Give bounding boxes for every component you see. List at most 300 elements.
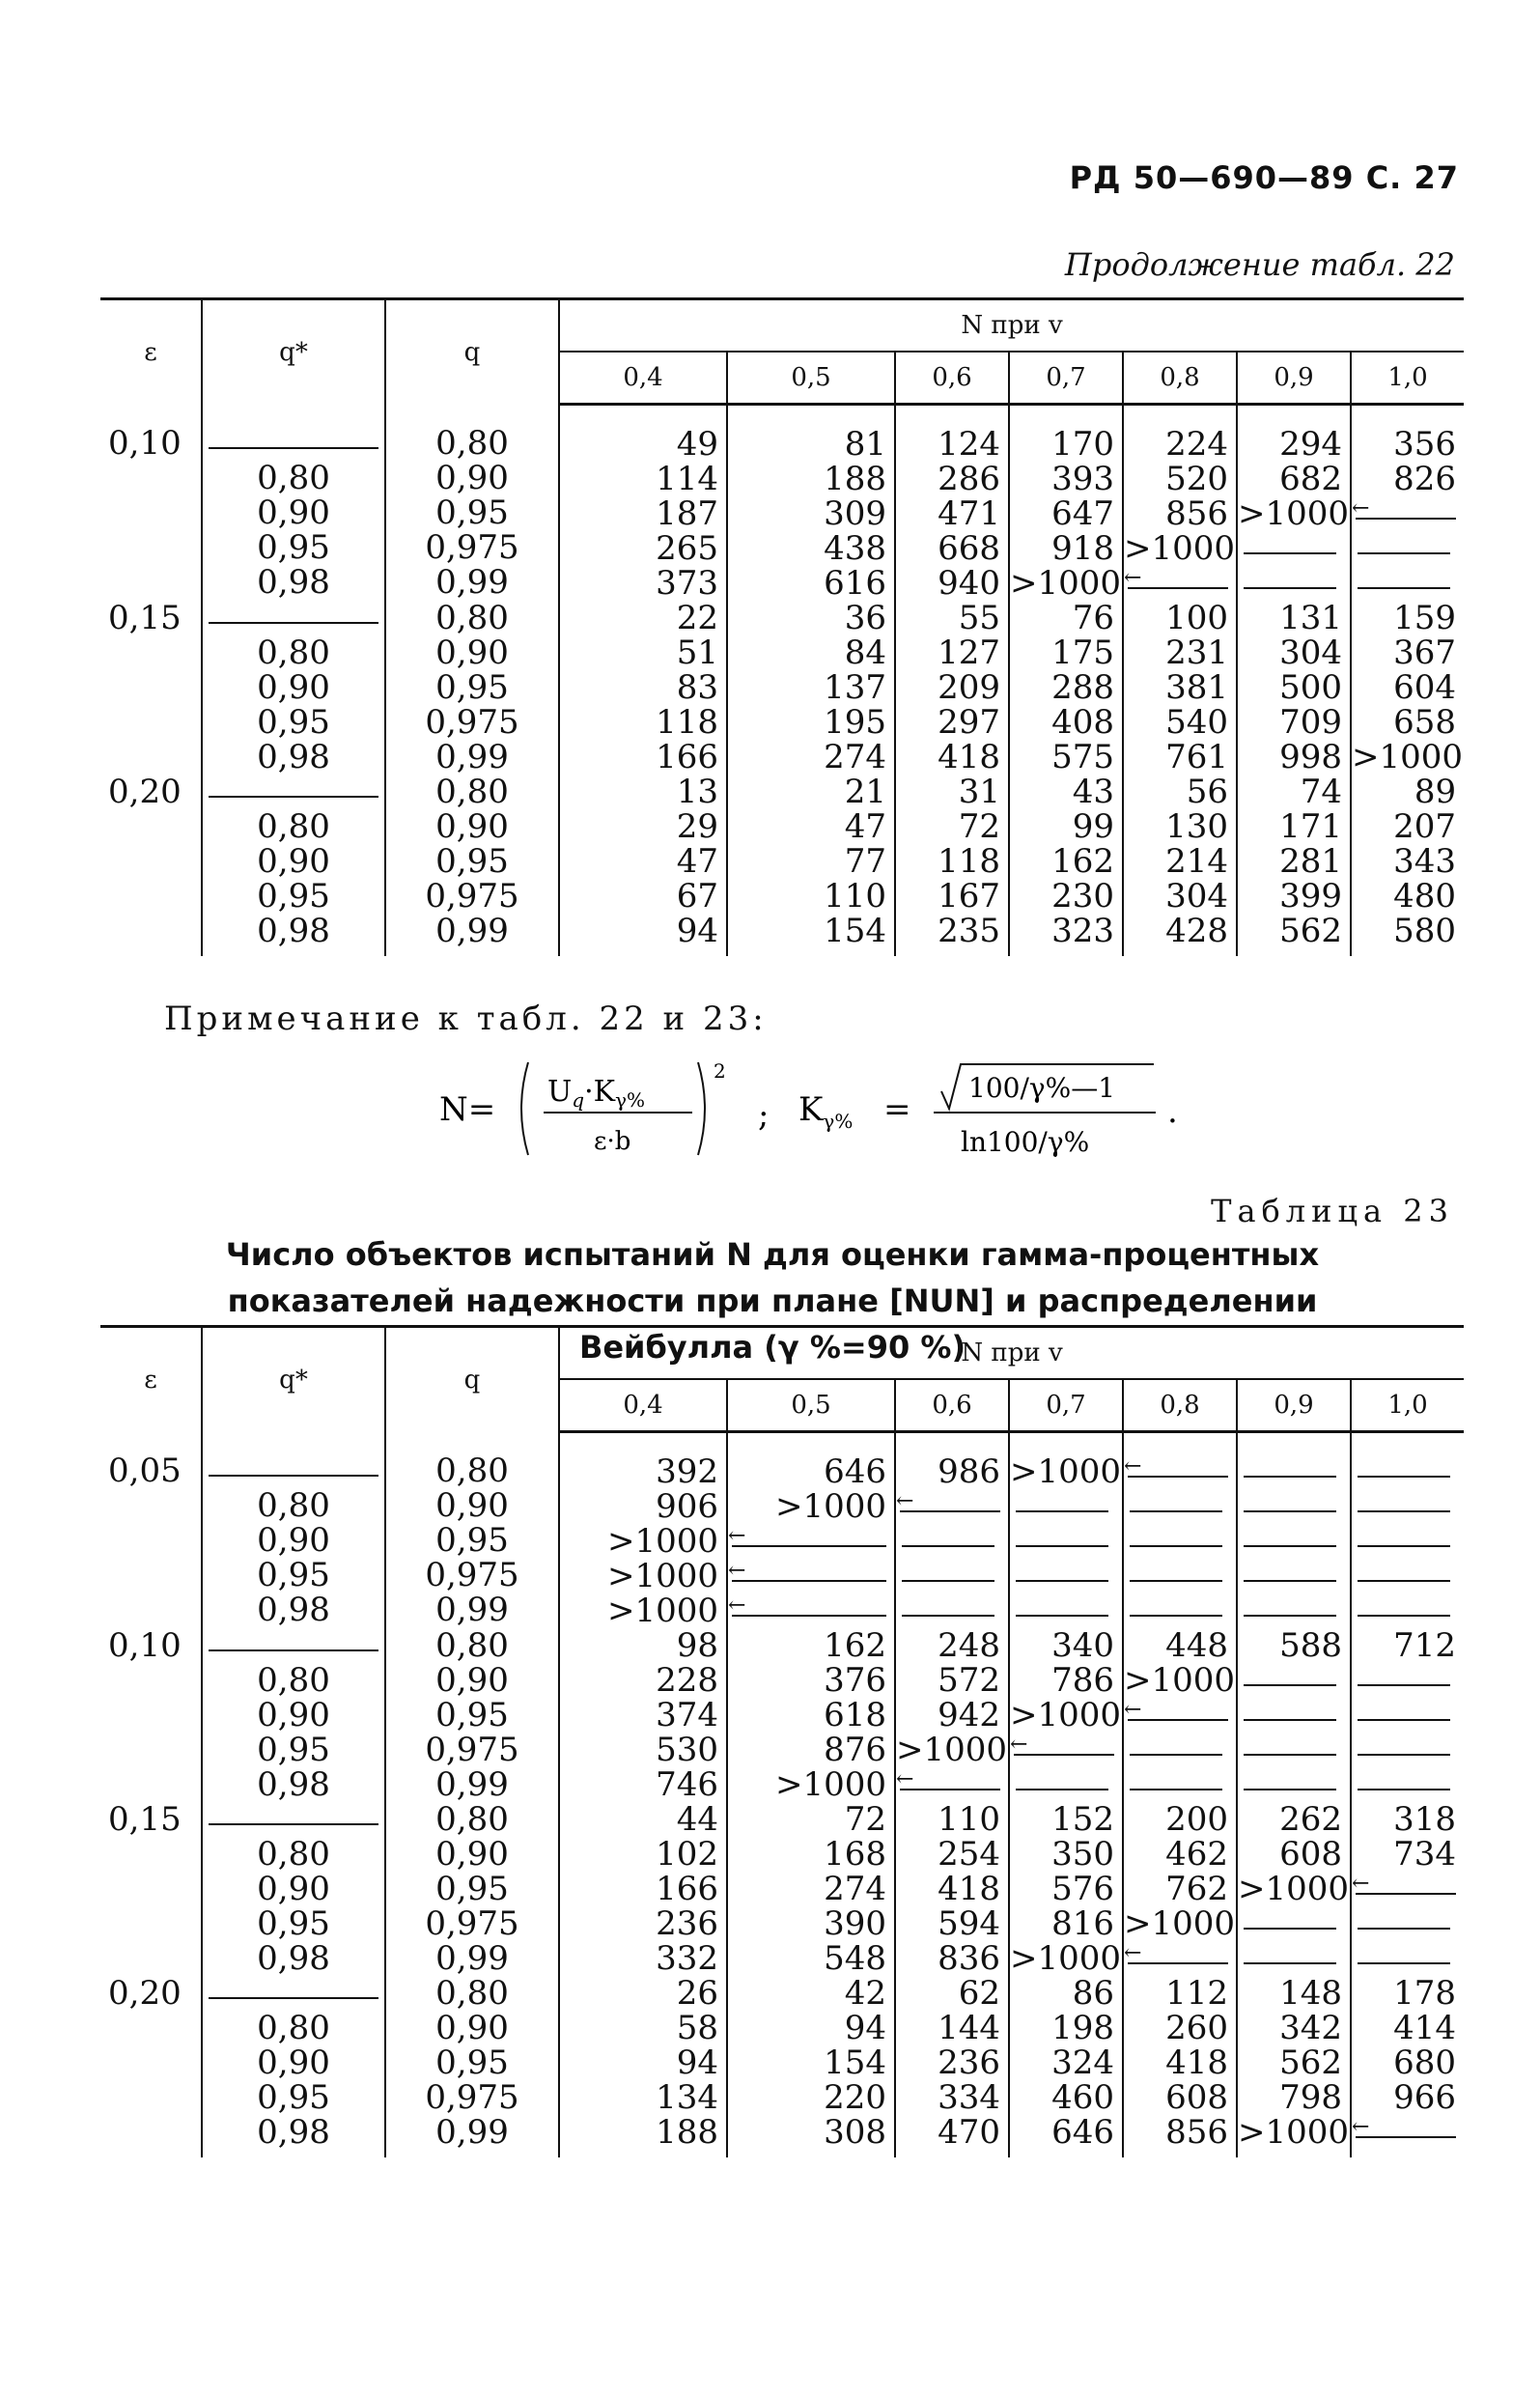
cell-value: 162 [1051, 842, 1114, 881]
cell-value: 658 [1393, 703, 1457, 742]
dash-line [203, 426, 384, 461]
dash-line [1352, 1489, 1456, 1524]
cell-value: 998 [1279, 738, 1342, 776]
table-row [100, 405, 1464, 602]
cell-value: 198 [1051, 2009, 1114, 2047]
q-cell [385, 1802, 559, 1976]
cell-value: 214 [1165, 842, 1228, 881]
cell-value: 942 [938, 1696, 1000, 1734]
value-col-0 [559, 775, 727, 956]
q-cell [385, 405, 559, 602]
value-col-0 [559, 1432, 727, 1629]
value-col-6 [1351, 1976, 1464, 2157]
epsilon-cell: 0,15 [108, 599, 182, 637]
cell-value: 110 [938, 1800, 1000, 1839]
cell-value: 786 [1051, 1661, 1114, 1700]
cell-value: 340 [1051, 1626, 1114, 1665]
formula-sep: ; [758, 1096, 770, 1135]
cell-value: 0,90 [435, 458, 509, 497]
dash-line [1352, 1559, 1456, 1593]
dash-line [1352, 1733, 1456, 1767]
cell-value: 288 [1051, 668, 1114, 707]
epsilon-cell: 0,20 [108, 773, 182, 811]
dash-line [203, 1628, 384, 1663]
header-q: q [385, 1327, 559, 1432]
cell-value: 67 [676, 877, 718, 916]
value-col-3 [1009, 1628, 1123, 1802]
header-v-1: 0,5 [727, 1379, 895, 1432]
cell-value: 137 [824, 668, 886, 707]
value-col-6 [1351, 775, 1464, 956]
header-v-3: 0,7 [1009, 352, 1123, 405]
cell-value: 195 [824, 703, 886, 742]
formula-num1: $U_q\cdot K_{\gamma\%}$ [547, 1075, 646, 1112]
cell-value: 49 [676, 425, 718, 464]
cell-value: 418 [1165, 2044, 1228, 2082]
cell-value: 0,99 [435, 912, 509, 950]
dash-line [1352, 1593, 1456, 1628]
dash-line [1010, 1489, 1114, 1524]
cell-value: 260 [1165, 2009, 1228, 2047]
dash-line [896, 1593, 1000, 1628]
epsilon-cell: 0,20 [108, 1974, 182, 2013]
cell-value: 0,95 [435, 1520, 509, 1560]
cell-value: 294 [1279, 425, 1342, 464]
value-col-4 [1123, 1976, 1237, 2157]
cell-value: 500 [1279, 668, 1342, 707]
value-col-3 [1009, 405, 1123, 602]
value-col-5 [1237, 1432, 1351, 1629]
table-23-caption: Число объектов испытаний N для оценки гамма-процентных показателей надежности при плане [NUN] и распределении Вейбулла (γ %=90 %) [225, 1236, 1320, 1366]
cell-value: 309 [824, 494, 886, 533]
cell-value: 31 [958, 773, 1000, 811]
epsilon-cell: 0,15 [108, 1800, 182, 1839]
cell-value: 816 [1051, 1904, 1114, 1943]
cell-value: 906 [656, 1487, 718, 1526]
cell-value: 940 [938, 564, 1000, 603]
cell-value: 230 [1051, 877, 1114, 916]
formula-end: . [1167, 1092, 1178, 1131]
continuation-label: Продолжение табл. 22 [1064, 246, 1455, 283]
arrow-left-icon [728, 1559, 886, 1593]
cell-value: 562 [1279, 2044, 1342, 2082]
value-col-5 [1237, 405, 1351, 602]
dash-line [1352, 531, 1456, 566]
cell-value: 152 [1051, 1800, 1114, 1839]
cell-value: 646 [824, 1452, 886, 1491]
header-qstar: q* [202, 1327, 385, 1432]
cell-value: 220 [824, 2078, 886, 2117]
dash-line [1124, 1559, 1228, 1593]
formula-exp: 2 [714, 1059, 726, 1083]
arrow-left-icon [1124, 1941, 1228, 1976]
dash-line [203, 601, 384, 635]
arrow-left-icon [728, 1524, 886, 1559]
cell-value: 94 [844, 2009, 886, 2047]
dash-line [1124, 1767, 1228, 1802]
cell-value: 162 [824, 1626, 886, 1665]
cell-value: 588 [1279, 1626, 1342, 1665]
cell-value: 323 [1051, 912, 1114, 950]
cell-value: 470 [938, 2113, 1000, 2152]
cell-value: 47 [676, 842, 718, 881]
cell-value: 986 [938, 1452, 1000, 1491]
table-row [100, 1628, 1464, 1802]
cell-value: 0,80 [435, 1974, 509, 2013]
dash-line [896, 1559, 1000, 1593]
value-col-0 [559, 1802, 727, 1976]
header-v-5: 0,9 [1237, 1379, 1351, 1432]
arrow-left-icon [1010, 1733, 1114, 1767]
value-col-1 [727, 405, 895, 602]
cell-value: 414 [1393, 2009, 1457, 2047]
q-cell [385, 775, 559, 956]
dash-line [1238, 1593, 1342, 1628]
value-col-4 [1123, 1802, 1237, 1976]
cell-value: 72 [958, 807, 1000, 846]
cell-value: 0,90 [257, 1696, 330, 1734]
header-eps: ε [100, 1327, 202, 1432]
cell-value: 572 [938, 1661, 1000, 1700]
paren-left [521, 1062, 528, 1155]
dash-line [1010, 1593, 1114, 1628]
cell-value: 918 [1051, 529, 1114, 568]
cell-value: 0,95 [435, 842, 509, 881]
cell-value: 876 [824, 1731, 886, 1769]
cell-value: 0,98 [257, 562, 330, 602]
cell-value: 76 [1072, 599, 1114, 637]
cell-value: 26 [676, 1974, 718, 2013]
value-col-3 [1009, 1802, 1123, 1976]
header-q: q [385, 299, 559, 405]
cell-value: 480 [1393, 877, 1457, 916]
cell-value: 0,80 [435, 423, 509, 463]
cell-value: >1000 [774, 1487, 886, 1526]
cell-value: >1000 [606, 1522, 718, 1561]
cell-value: 0,99 [435, 1765, 509, 1804]
cell-value: 254 [938, 1835, 1000, 1874]
cell-value: 0,95 [435, 1696, 509, 1734]
qstar-cell [202, 1432, 385, 1629]
cell-value: 118 [938, 842, 1000, 881]
cell-value: 262 [1279, 1800, 1342, 1839]
arrow-left-icon [1124, 566, 1228, 601]
value-col-5 [1237, 601, 1351, 775]
qstar-cell [202, 1802, 385, 1976]
cell-value: 171 [1279, 807, 1342, 846]
cell-value: 836 [938, 1939, 1000, 1978]
cell-value: 127 [938, 634, 1000, 672]
cell-value: 118 [656, 703, 718, 742]
cell-value: 0,80 [257, 1661, 330, 1700]
cell-value: 74 [1300, 773, 1342, 811]
cell-value: 228 [656, 1661, 718, 1700]
q-cell [385, 1432, 559, 1629]
cell-value: 712 [1393, 1626, 1457, 1665]
formula-k: $K_{\gamma\%}$ [798, 1090, 854, 1133]
cell-value: 0,95 [257, 1731, 330, 1769]
dash-line [1238, 566, 1342, 601]
cell-value: 0,99 [435, 562, 509, 602]
cell-value: 367 [1393, 634, 1457, 672]
cell-value: 286 [938, 460, 1000, 498]
formula-den2: ln100/γ% [961, 1126, 1090, 1158]
arrow-left-icon [1124, 1454, 1228, 1489]
header-v-2: 0,6 [895, 352, 1009, 405]
note-label: Примечание к табл. 22 и 23: [164, 1000, 768, 1038]
table-23-title: Таблица 23 [1211, 1193, 1454, 1229]
header-qstar: q* [202, 299, 385, 405]
qstar-cell [202, 1628, 385, 1802]
value-col-0 [559, 405, 727, 602]
qstar-cell [202, 405, 385, 602]
cell-value: 376 [824, 1661, 886, 1700]
cell-value: 0,95 [257, 1904, 330, 1943]
cell-value: 562 [1279, 912, 1342, 950]
cell-value: 297 [938, 703, 1000, 742]
dash-line [1238, 1698, 1342, 1733]
cell-value: >1000 [1124, 1904, 1236, 1943]
cell-value: 448 [1165, 1626, 1228, 1665]
cell-value: 548 [824, 1939, 886, 1978]
cell-value: 604 [1393, 668, 1457, 707]
cell-value: 29 [676, 807, 718, 846]
cell-value: 618 [824, 1696, 886, 1734]
cell-value: 175 [1051, 634, 1114, 672]
cell-value: 856 [1165, 2113, 1228, 2152]
cell-value: 438 [824, 529, 886, 568]
dash-line [1010, 1559, 1114, 1593]
dash-line [1238, 1767, 1342, 1802]
formula-eq: = [883, 1090, 911, 1129]
header-v-4: 0,8 [1123, 352, 1237, 405]
cell-value: 94 [676, 2044, 718, 2082]
header-v-0: 0,4 [559, 352, 727, 405]
cell-value: 594 [938, 1904, 1000, 1943]
value-col-2 [895, 601, 1009, 775]
value-col-2 [895, 405, 1009, 602]
cell-value: 43 [1072, 773, 1114, 811]
value-col-6 [1351, 601, 1464, 775]
cell-value: 102 [656, 1835, 718, 1874]
cell-value: 0,80 [257, 634, 330, 672]
q-cell [385, 1628, 559, 1802]
value-col-4 [1123, 1628, 1237, 1802]
table-row [100, 1802, 1464, 1976]
value-col-4 [1123, 775, 1237, 956]
dash-line [1124, 1593, 1228, 1628]
cell-value: 58 [676, 2009, 718, 2047]
cell-value: 399 [1279, 877, 1342, 916]
cell-value: 44 [676, 1800, 718, 1839]
cell-value: 62 [958, 1974, 1000, 2013]
cell-value: 187 [656, 494, 718, 533]
cell-value: 224 [1165, 425, 1228, 464]
dash-line [203, 775, 384, 809]
cell-value: 0,95 [257, 877, 330, 916]
cell-value: 166 [656, 1870, 718, 1908]
cell-value: 89 [1414, 773, 1457, 811]
value-col-3 [1009, 601, 1123, 775]
value-col-6 [1351, 1802, 1464, 1976]
cell-value: 0,98 [257, 1939, 330, 1978]
cell-value: 0,975 [425, 1555, 519, 1594]
cell-value: >1000 [1352, 738, 1464, 776]
cell-value: 0,80 [257, 1835, 330, 1874]
cell-value: 332 [656, 1939, 718, 1978]
cell-value: 99 [1072, 807, 1114, 846]
cell-value: 408 [1051, 703, 1114, 742]
cell-value: 304 [1165, 877, 1228, 916]
header-eps: ε [100, 299, 202, 405]
cell-value: 342 [1279, 2009, 1342, 2047]
cell-value: >1000 [1010, 1452, 1122, 1491]
dash-line [1238, 531, 1342, 566]
header-v-1: 0,5 [727, 352, 895, 405]
cell-value: 324 [1051, 2044, 1114, 2082]
value-col-1 [727, 775, 895, 956]
cell-value: >1000 [896, 1731, 1008, 1769]
epsilon-cell: 0,10 [108, 1626, 182, 1665]
dash-line [1238, 1733, 1342, 1767]
value-col-0 [559, 1976, 727, 2157]
cell-value: 168 [824, 1835, 886, 1874]
cell-value: 381 [1165, 668, 1228, 707]
cell-value: 530 [656, 1731, 718, 1769]
cell-value: 0,975 [425, 2078, 519, 2117]
q-cell [385, 601, 559, 775]
dash-line [1238, 1906, 1342, 1941]
header-n: N при v [559, 299, 1464, 352]
cell-value: 36 [844, 599, 886, 637]
q-cell [385, 1976, 559, 2157]
cell-value: 0,98 [257, 738, 330, 776]
cell-value: 0,90 [435, 1485, 509, 1525]
dash-line [1238, 1524, 1342, 1559]
cell-value: 235 [938, 912, 1000, 950]
cell-value: 746 [656, 1765, 718, 1804]
cell-value: 200 [1165, 1800, 1228, 1839]
cell-value: 167 [938, 877, 1000, 916]
cell-value: 460 [1051, 2078, 1114, 2117]
cell-value: 0,80 [257, 807, 330, 846]
value-col-3 [1009, 1432, 1123, 1629]
epsilon-cell: 0,10 [108, 423, 182, 463]
cell-value: 110 [824, 877, 886, 916]
cell-value: 170 [1051, 425, 1114, 464]
dash-line [203, 1453, 384, 1488]
dash-line [1124, 1489, 1228, 1524]
paren-right [698, 1062, 705, 1155]
cell-value: 608 [1279, 1835, 1342, 1874]
page-header: РД 50—690—89 С. 27 [1069, 159, 1459, 196]
cell-value: 159 [1393, 599, 1457, 637]
value-col-5 [1237, 1976, 1351, 2157]
table-23 [100, 1325, 1457, 2157]
cell-value: 248 [938, 1626, 1000, 1665]
cell-value: 154 [824, 2044, 886, 2082]
cell-value: 356 [1393, 425, 1457, 464]
header-v-6: 1,0 [1351, 1379, 1464, 1432]
cell-value: 0,80 [257, 458, 330, 497]
cell-value: >1000 [1124, 1661, 1236, 1700]
cell-value: 318 [1393, 1800, 1457, 1839]
dash-line [203, 1802, 384, 1837]
cell-value: 131 [1279, 599, 1342, 637]
value-col-2 [895, 1628, 1009, 1802]
formula-n: N= [439, 1090, 496, 1129]
header-v-3: 0,7 [1009, 1379, 1123, 1432]
cell-value: 856 [1165, 494, 1228, 533]
cell-value: 21 [844, 773, 886, 811]
cell-value: 0,98 [257, 1590, 330, 1629]
dash-line [1352, 566, 1456, 601]
cell-value: 761 [1165, 738, 1228, 776]
cell-value: 0,90 [435, 1835, 509, 1874]
formula-svg [439, 1053, 1212, 1169]
cell-value: 343 [1393, 842, 1457, 881]
qstar-cell [202, 1976, 385, 2157]
value-col-4 [1123, 601, 1237, 775]
cell-value: 418 [938, 738, 1000, 776]
cell-value: 0,975 [425, 527, 519, 567]
formula-den1: ε·b [594, 1127, 631, 1156]
cell-value: 112 [1165, 1974, 1228, 2013]
cell-value: 0,95 [257, 527, 330, 567]
cell-value: 0,90 [257, 842, 330, 881]
cell-value: 334 [938, 2078, 1000, 2117]
cell-value: 428 [1165, 912, 1228, 950]
cell-value: 0,90 [435, 807, 509, 846]
cell-value: 0,975 [425, 1731, 519, 1769]
arrow-left-icon [1352, 1872, 1456, 1906]
cell-value: 0,95 [257, 1555, 330, 1594]
dash-line [1010, 1767, 1114, 1802]
dash-line [1238, 1454, 1342, 1489]
table-row [100, 1432, 1464, 1629]
dash-line [1352, 1524, 1456, 1559]
cell-value: 392 [656, 1452, 718, 1491]
value-col-5 [1237, 1802, 1351, 1976]
dash-line [1238, 1941, 1342, 1976]
value-col-1 [727, 1802, 895, 1976]
cell-value: 236 [656, 1904, 718, 1943]
dash-line [1238, 1489, 1342, 1524]
cell-value: >1000 [1010, 564, 1122, 603]
value-col-2 [895, 1432, 1009, 1629]
header-v-2: 0,6 [895, 1379, 1009, 1432]
cell-value: 0,95 [435, 1870, 509, 1908]
cell-value: 520 [1165, 460, 1228, 498]
cell-value: 668 [938, 529, 1000, 568]
cell-value: 265 [656, 529, 718, 568]
value-col-3 [1009, 775, 1123, 956]
table-22 [100, 297, 1464, 956]
value-col-3 [1009, 1976, 1123, 2157]
cell-value: 188 [824, 460, 886, 498]
cell-value: 94 [676, 912, 718, 950]
cell-value: 0,975 [425, 877, 519, 916]
dash-line [1124, 1524, 1228, 1559]
dash-line [1352, 1941, 1456, 1976]
dash-line [1352, 1663, 1456, 1698]
cell-value: 826 [1393, 460, 1457, 498]
cell-value: 81 [844, 425, 886, 464]
cell-value: 393 [1051, 460, 1114, 498]
cell-value: 734 [1393, 1835, 1457, 1874]
cell-value: 0,90 [257, 668, 330, 707]
cell-value: 0,98 [257, 912, 330, 950]
